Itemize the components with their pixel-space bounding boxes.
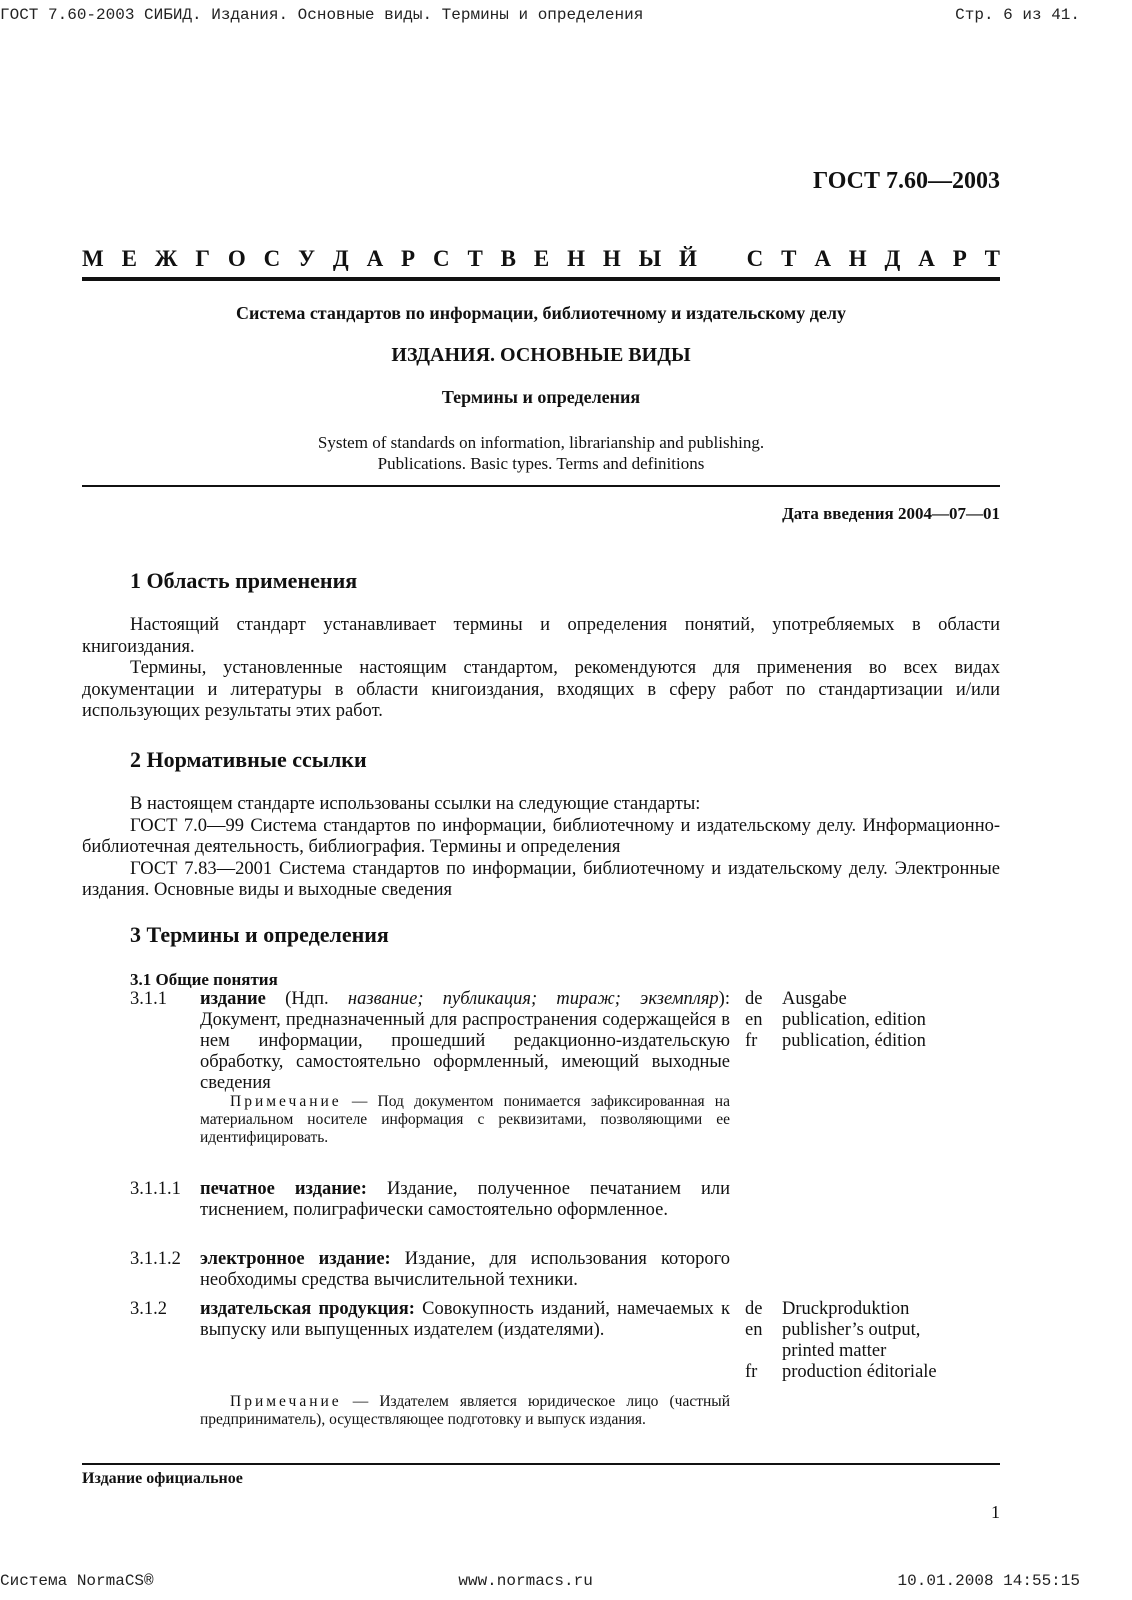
translation-en-1: publisher’s output, xyxy=(782,1320,921,1340)
banner-letter: Р xyxy=(401,246,416,271)
term-definition xyxy=(200,989,730,1094)
banner-letter: Й xyxy=(679,246,697,271)
banner-letter: Е xyxy=(533,246,550,271)
banner-letter: О xyxy=(227,246,246,271)
term-number: 3.1.2 xyxy=(130,1299,167,1319)
banner-letter: Н xyxy=(848,246,867,271)
banner-letter: У xyxy=(298,246,316,271)
thin-rule-top xyxy=(82,485,1000,487)
footer-url[interactable]: www.normacs.ru xyxy=(458,1572,593,1590)
date-intro: Дата введения 2004—07—01 xyxy=(782,504,1000,523)
banner-letter: С xyxy=(746,246,764,271)
viewer-header xyxy=(0,6,1080,24)
banner-letter: А xyxy=(918,246,935,271)
banner-letter: Ж xyxy=(154,246,178,271)
term-name: издание xyxy=(200,989,266,1009)
term-name: издательская продукция: xyxy=(200,1299,415,1319)
section2-intro: В настоящем стандарте использованы ссылки на следующие стандарты: xyxy=(130,794,701,814)
banner-letter: Н xyxy=(567,246,585,271)
banner-letter: Ы xyxy=(638,246,662,271)
system-title: Система стандартов по информации, библиотечному и издательскому делу xyxy=(235,303,846,323)
footer-system: Система NormaCS® xyxy=(0,1572,154,1590)
banner-letter: Е xyxy=(121,246,137,271)
section1-para2: Термины, установленные настоящим стандартом, рекомендуются для применения во всех видах документации и литературы в области книгоиздания, входящих в сферу работ по стандартизации и/или использующих результаты этих работ. xyxy=(82,658,1000,721)
term-note xyxy=(200,1393,730,1429)
translation-fr: publication, édition xyxy=(782,1031,926,1051)
term-ndp-list: название; публикация; тираж; экземпляр xyxy=(347,989,719,1009)
banner-letter: Р xyxy=(952,246,967,271)
viewer-footer xyxy=(0,1572,1080,1590)
note-text: — Под документом понимается зафиксированная на материальном носителе информация с реквизитами, позволяющими ее идентифицировать. xyxy=(200,1093,730,1146)
lang-code-de: de xyxy=(745,989,763,1009)
lang-code-en: en xyxy=(745,1320,763,1340)
term-definition xyxy=(200,1249,730,1291)
interstate-standard-banner xyxy=(82,246,1000,272)
term-definition xyxy=(200,1299,730,1341)
term-definition-text: Издание, для использования которого необходимы средства вычислительной техники. xyxy=(200,1249,730,1290)
term-number: 3.1.1.2 xyxy=(130,1249,181,1269)
translation-de: Druckproduktion xyxy=(782,1299,910,1319)
section2-body xyxy=(82,794,1000,902)
term-name: электронное издание: xyxy=(200,1249,391,1269)
banner-letter: Н xyxy=(602,246,621,271)
section2-ref2: ГОСТ 7.83—2001 Система стандартов по информации, библиотечному и издательскому делу. Электронные издания. Основные виды и выходные сведения xyxy=(82,858,1000,900)
banner-letter: С xyxy=(263,246,281,271)
gost-id: ГОСТ 7.60—2003 xyxy=(813,168,1000,194)
term-definition xyxy=(200,1179,730,1221)
footer-timestamp: 10.01.2008 14:55:15 xyxy=(897,1572,1080,1590)
banner-letter: А xyxy=(366,246,384,271)
term-ndp-open: (Ндп. xyxy=(265,989,348,1009)
section2-ref1: ГОСТ 7.0—99 Система стандартов по информации, библиотечному и издательскому делу. Информационно-библиотечная деятельность, библиография. Термины и определения xyxy=(82,815,1000,857)
term-3-1-1 xyxy=(130,989,1000,1149)
banner-letter: Т xyxy=(781,246,797,271)
lang-code-de: de xyxy=(745,1299,763,1319)
banner-letter: С xyxy=(432,246,450,271)
section1-para1: Настоящий стандарт устанавливает термины и определения понятий, употребляемых в области книгоиздания. xyxy=(82,615,1000,657)
term-ndp-close: ): xyxy=(718,989,730,1009)
term-translations xyxy=(745,989,1005,1052)
note-text: — Издателем является юридическое лицо (частный предприниматель), осуществляющее подготовку и выпуск издания. xyxy=(200,1393,730,1428)
banner-letter: Д xyxy=(884,246,901,271)
term-number: 3.1.1.1 xyxy=(130,1179,181,1199)
term-name: печатное издание: xyxy=(200,1179,367,1199)
note-label: Примечание xyxy=(230,1393,342,1410)
banner-letter: Т xyxy=(467,246,483,271)
thin-rule-bottom xyxy=(82,1463,1000,1465)
lang-code-fr: fr xyxy=(745,1031,758,1051)
page-number: 1 xyxy=(991,1502,1000,1522)
header-doc-title: ГОСТ 7.60-2003 СИБИД. Издания. Основные виды. Термины и определения xyxy=(0,6,644,24)
subsection-3-1-heading: 3.1 Общие понятия xyxy=(130,970,278,989)
translation-en: publication, edition xyxy=(782,1010,926,1030)
english-title-line1: System of standards on information, librarianship and publishing. xyxy=(317,433,765,452)
subtitle: Термины и определения xyxy=(441,387,641,407)
lang-code-fr: fr xyxy=(745,1362,758,1382)
term-number: 3.1.1 xyxy=(130,989,167,1009)
english-title-line2: Publications. Basic types. Terms and definitions xyxy=(377,454,705,473)
banner-letter xyxy=(715,246,729,272)
banner-letter: Т xyxy=(984,246,1000,271)
section3-heading: 3 Термины и определения xyxy=(130,922,389,947)
term-definition-text: Совокупность изданий, намечаемых к выпуску или выпущенных издателем (издателями). xyxy=(200,1299,731,1340)
banner-letter: М xyxy=(82,246,104,271)
english-title xyxy=(82,432,1000,474)
term-definition-text: Документ, предназначенный для распространения содержащейся в нем информации, прошедший редакционно-издательскую обработку, самостоятельно оформленный, имеющий выходные сведения xyxy=(200,1010,730,1093)
term-definition-text: Издание, полученное печатанием или тиснением, полиграфически самостоятельно оформленное. xyxy=(200,1179,730,1220)
translation-en-2: printed matter xyxy=(782,1341,887,1361)
section1-body xyxy=(82,615,1000,723)
banner-letter: Д xyxy=(332,246,349,271)
banner-letter: А xyxy=(814,246,831,271)
section1-heading: 1 Область применения xyxy=(130,568,358,593)
translation-de: Ausgabe xyxy=(782,989,847,1009)
main-title: ИЗДАНИЯ. ОСНОВНЫЕ ВИДЫ xyxy=(391,344,691,366)
official-edition: Издание официальное xyxy=(82,1470,243,1487)
term-note xyxy=(200,1093,730,1147)
note-label: Примечание xyxy=(230,1093,342,1110)
lang-code-en: en xyxy=(745,1010,763,1030)
term-translations xyxy=(745,1299,1005,1383)
banner-letter: В xyxy=(500,246,516,271)
translation-fr: production éditoriale xyxy=(782,1362,937,1382)
section2-heading: 2 Нормативные ссылки xyxy=(130,747,367,772)
header-page-counter: Стр. 6 из 41. xyxy=(955,6,1080,24)
thick-rule xyxy=(82,277,1000,281)
banner-letter: Г xyxy=(195,246,211,271)
